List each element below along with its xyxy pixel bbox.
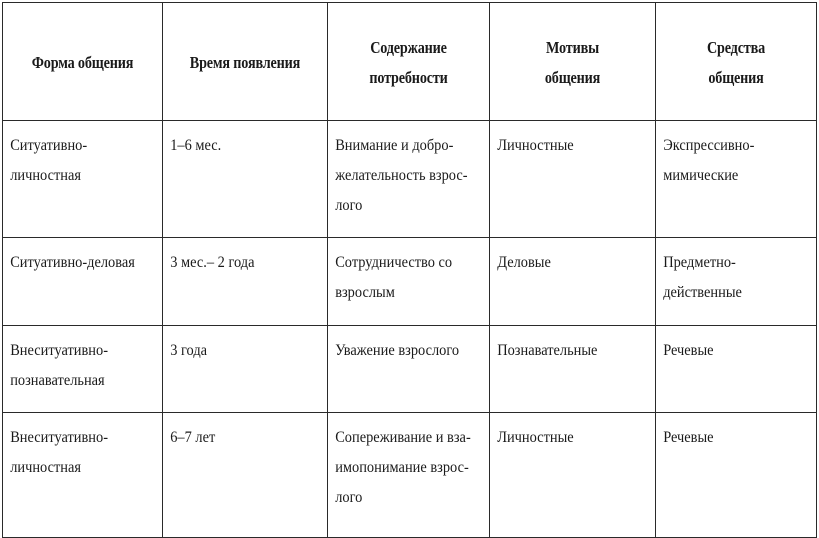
cell-form	[3, 413, 163, 538]
cell-form-text: Ситуативно-деловая	[10, 254, 135, 271]
header-cell-means	[656, 3, 817, 121]
cell-time-text: 3 мес.– 2 года	[170, 254, 255, 271]
cell-content	[328, 326, 490, 413]
cell-motive-text: Познавательные	[497, 342, 598, 359]
cell-content	[328, 413, 490, 538]
cell-means-text: Экспрессивно- мимические	[663, 137, 755, 184]
cell-form-text: Ситуативно- личностная	[10, 137, 88, 184]
cell-means-text: Речевые	[663, 342, 714, 359]
header-cell-motive	[490, 3, 656, 121]
cell-content	[328, 238, 490, 326]
cell-motive-text: Деловые	[497, 254, 551, 271]
header-means-label: Средства общения	[706, 37, 766, 87]
header-motive-label: Мотивы общения	[544, 37, 601, 87]
cell-content-text: Уважение взрослого	[335, 342, 460, 359]
table-row	[3, 121, 817, 238]
cell-content	[328, 121, 490, 238]
cell-motive	[490, 238, 656, 326]
cell-time	[163, 413, 328, 538]
cell-form-text: Внеситуативно- познавательная	[10, 342, 108, 389]
cell-form-text: Внеситуативно- личностная	[10, 429, 108, 476]
cell-time-text: 6–7 лет	[170, 429, 216, 446]
cell-form	[3, 326, 163, 413]
cell-form	[3, 238, 163, 326]
table-row	[3, 413, 817, 538]
cell-means-text: Речевые	[663, 429, 714, 446]
cell-time-text: 3 года	[170, 342, 208, 359]
table-row	[3, 326, 817, 413]
header-time-label: Время появления	[189, 52, 301, 72]
header-cell-form	[3, 3, 163, 121]
cell-motive-text: Личностные	[497, 137, 574, 154]
cell-time-text: 1–6 мес.	[170, 137, 222, 154]
cell-motive	[490, 121, 656, 238]
cell-time	[163, 326, 328, 413]
cell-means	[656, 413, 817, 538]
header-form-label: Форма общения	[31, 52, 134, 72]
cell-content-text: Сотрудничество со взрослым	[335, 254, 453, 301]
cell-motive	[490, 326, 656, 413]
header-cell-time	[163, 3, 328, 121]
cell-means	[656, 326, 817, 413]
cell-time	[163, 238, 328, 326]
table-header-row	[3, 3, 817, 121]
cell-time	[163, 121, 328, 238]
table-row	[3, 238, 817, 326]
cell-content-text: Сопереживание и вза- имопонимание взрос- лого	[335, 429, 471, 506]
cell-form	[3, 121, 163, 238]
header-cell-content	[328, 3, 490, 121]
communication-forms-table	[2, 2, 817, 538]
cell-means	[656, 121, 817, 238]
cell-motive-text: Личностные	[497, 429, 574, 446]
cell-content-text: Внимание и добро- желательность взрос- лого	[335, 137, 468, 214]
cell-means-text: Предметно- действенные	[663, 254, 742, 301]
cell-means	[656, 238, 817, 326]
header-content-label: Содержание потребности	[369, 37, 448, 87]
cell-motive	[490, 413, 656, 538]
